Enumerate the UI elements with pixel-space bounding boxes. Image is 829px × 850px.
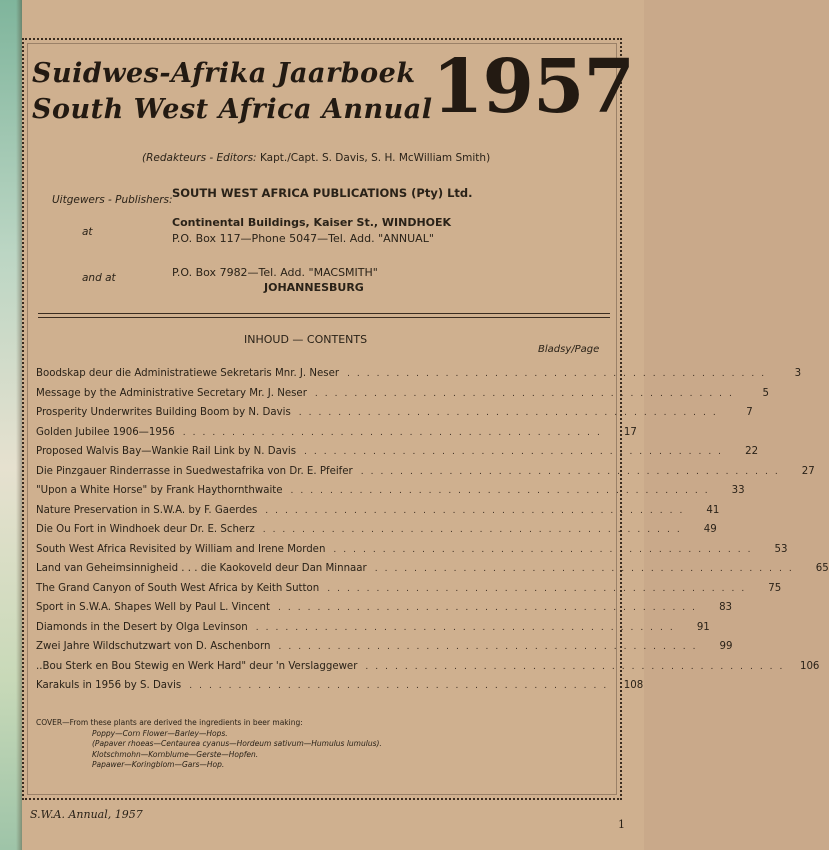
- toc-page: 91: [696, 621, 710, 633]
- editors-line: [142, 152, 490, 164]
- editors-label: (Redakteurs - Editors:: [142, 152, 257, 164]
- cover-note: [36, 718, 556, 771]
- cover-line-4: Klotschmohn—Kornblume—Gerste—Hopfen.: [92, 749, 259, 759]
- toc-title: Prosperity Underwrites Building Boom by N. Davis: [36, 407, 291, 418]
- toc-title: Sport in S.W.A. Shapes Well by Paul L. Vincent: [36, 602, 271, 613]
- cover-line-3: (Papaver rhoeas—Centaurea cyanus—Hordeum sativum—Humulus lumulus).: [92, 739, 382, 748]
- toc-title: ..Bou Sterk en Bou Stewig en Werk Hard" deur 'n Verslaggewer: [36, 660, 358, 672]
- title-afrikaans: Suidwes-Afrika Jaarboek: [32, 58, 416, 89]
- toc-title: Nature Preservation in S.W.A. by F. Gaerdes: [36, 504, 258, 516]
- title-english: South West Africa Annual: [32, 94, 433, 125]
- toc-leader: ...........................................: [347, 369, 772, 379]
- toc-title: Die Ou Fort in Windhoek deur Dr. E. Scherz: [36, 524, 255, 535]
- toc-page: 65: [815, 563, 829, 574]
- footer-publication: S.W.A. Annual, 1957: [30, 808, 143, 821]
- toc-leader: ...........................................: [290, 486, 715, 496]
- toc-leader: ...........................................: [333, 544, 758, 555]
- toc-title: South West Africa Revisited by William and Irene Morden: [36, 543, 326, 555]
- divider-rule-top: [38, 313, 610, 314]
- address2-line-2: JOHANNESBURG: [264, 281, 364, 294]
- adjacent-page-edge: [0, 0, 22, 850]
- toc-title: The Grand Canyon of South West Africa by Keith Sutton: [36, 582, 320, 594]
- toc-title: "Upon a White Horse" by Frank Haythornthwaite: [36, 485, 283, 496]
- toc-leader: ...........................................: [278, 642, 703, 652]
- toc-page: 83: [719, 602, 733, 613]
- page-column-heading: Bladsy/Page: [538, 344, 600, 355]
- toc-page: 49: [703, 524, 717, 535]
- toc-row: [36, 543, 788, 564]
- toc-leader: ...........................................: [265, 505, 690, 516]
- toc-leader: ...........................................: [262, 525, 687, 535]
- toc-page: 22: [745, 446, 759, 457]
- toc-title: Zwei Jahre Wildschutzwart von D. Aschenborn: [36, 641, 271, 652]
- document-page: [22, 0, 829, 850]
- toc-leader: ...........................................: [327, 583, 752, 594]
- toc-row: [36, 621, 710, 642]
- toc-row: [36, 660, 820, 681]
- toc-page: 106: [799, 660, 820, 672]
- toc-row: [36, 368, 802, 388]
- toc-page: 75: [768, 582, 782, 594]
- toc-page: 108: [623, 680, 644, 691]
- address2-line-1: P.O. Box 7982—Tel. Add. "MACSMITH": [172, 266, 378, 279]
- toc-row: [36, 563, 829, 583]
- toc-row: [36, 407, 753, 427]
- toc-leader: ...........................................: [298, 408, 723, 418]
- toc-leader: ...........................................: [360, 466, 785, 477]
- toc-page: 7: [746, 407, 753, 418]
- cover-line-1: COVER—From these plants are derived the ingredients in beer making:: [36, 718, 303, 727]
- publishers-label: Uitgewers - Publishers:: [52, 194, 173, 206]
- toc-title: Message by the Administrative Secretary Mr. J. Neser: [36, 387, 307, 399]
- toc-title: Proposed Walvis Bay—Wankie Rail Link by N. Davis: [36, 446, 297, 457]
- toc-row: [36, 582, 782, 603]
- toc-leader: ...........................................: [255, 622, 680, 633]
- toc-row: [36, 485, 745, 505]
- toc-page: 41: [706, 504, 720, 516]
- toc-row: [36, 680, 644, 700]
- toc-leader: ...........................................: [189, 681, 614, 691]
- toc-page: 53: [774, 543, 788, 555]
- toc-leader: ...........................................: [365, 661, 790, 672]
- toc-row: [36, 387, 769, 408]
- divider-rule-bottom: [38, 317, 610, 318]
- and-at-label: and at: [82, 272, 116, 284]
- toc-page: 99: [719, 641, 733, 652]
- toc-row: [36, 641, 733, 661]
- toc-row: [36, 465, 815, 486]
- toc-page: 3: [794, 368, 802, 379]
- toc-row: [36, 426, 637, 447]
- toc-page: 17: [623, 426, 637, 438]
- year-heading: 1957: [432, 44, 634, 130]
- toc-title: Diamonds in the Desert by Olga Levinson: [36, 621, 248, 633]
- toc-row: [36, 602, 733, 622]
- toc-page: 27: [801, 465, 815, 477]
- toc-leader: ...........................................: [304, 447, 729, 457]
- toc-row: [36, 504, 720, 525]
- toc-title: Land van Geheimsinnigheid . . . die Kaokoveld deur Dan Minnaar: [36, 563, 367, 574]
- toc-title: Golden Jubilee 1906—1956: [36, 426, 175, 438]
- toc-title: Karakuls in 1956 by S. Davis: [36, 680, 182, 691]
- table-of-contents: [36, 368, 829, 700]
- editors-names: Kapt./Capt. S. Davis, S. H. McWilliam Smith): [259, 152, 491, 164]
- toc-row: [36, 524, 717, 544]
- contents-heading: INHOUD — CONTENTS: [244, 333, 368, 346]
- address-line-2: P.O. Box 117—Phone 5047—Tel. Add. "ANNUAL": [172, 232, 434, 245]
- toc-leader: ...........................................: [314, 388, 739, 399]
- toc-page: 5: [762, 387, 769, 399]
- toc-title: Boodskap deur die Administratiewe Sekretaris Mnr. J. Neser: [36, 368, 340, 379]
- cover-line-2: Poppy—Corn Flower—Barley—Hops.: [92, 728, 228, 738]
- address-line-1: Continental Buildings, Kaiser St., WINDHOEK: [172, 216, 452, 229]
- toc-page: 33: [731, 485, 745, 496]
- toc-leader: ...........................................: [278, 603, 703, 613]
- publisher-name: SOUTH WEST AFRICA PUBLICATIONS (Pty) Ltd.: [172, 186, 473, 200]
- toc-leader: ...........................................: [182, 427, 607, 438]
- toc-row: [36, 446, 759, 466]
- at-label: at: [82, 226, 93, 238]
- toc-title: Die Pinzgauer Rinderrasse in Suedwestafrika von Dr. E. Pfeifer: [36, 465, 353, 477]
- cover-line-5: Papawer—Koringblom—Gars—Hop.: [92, 760, 225, 769]
- toc-leader: ...........................................: [374, 564, 799, 574]
- page-number: 1: [618, 818, 625, 831]
